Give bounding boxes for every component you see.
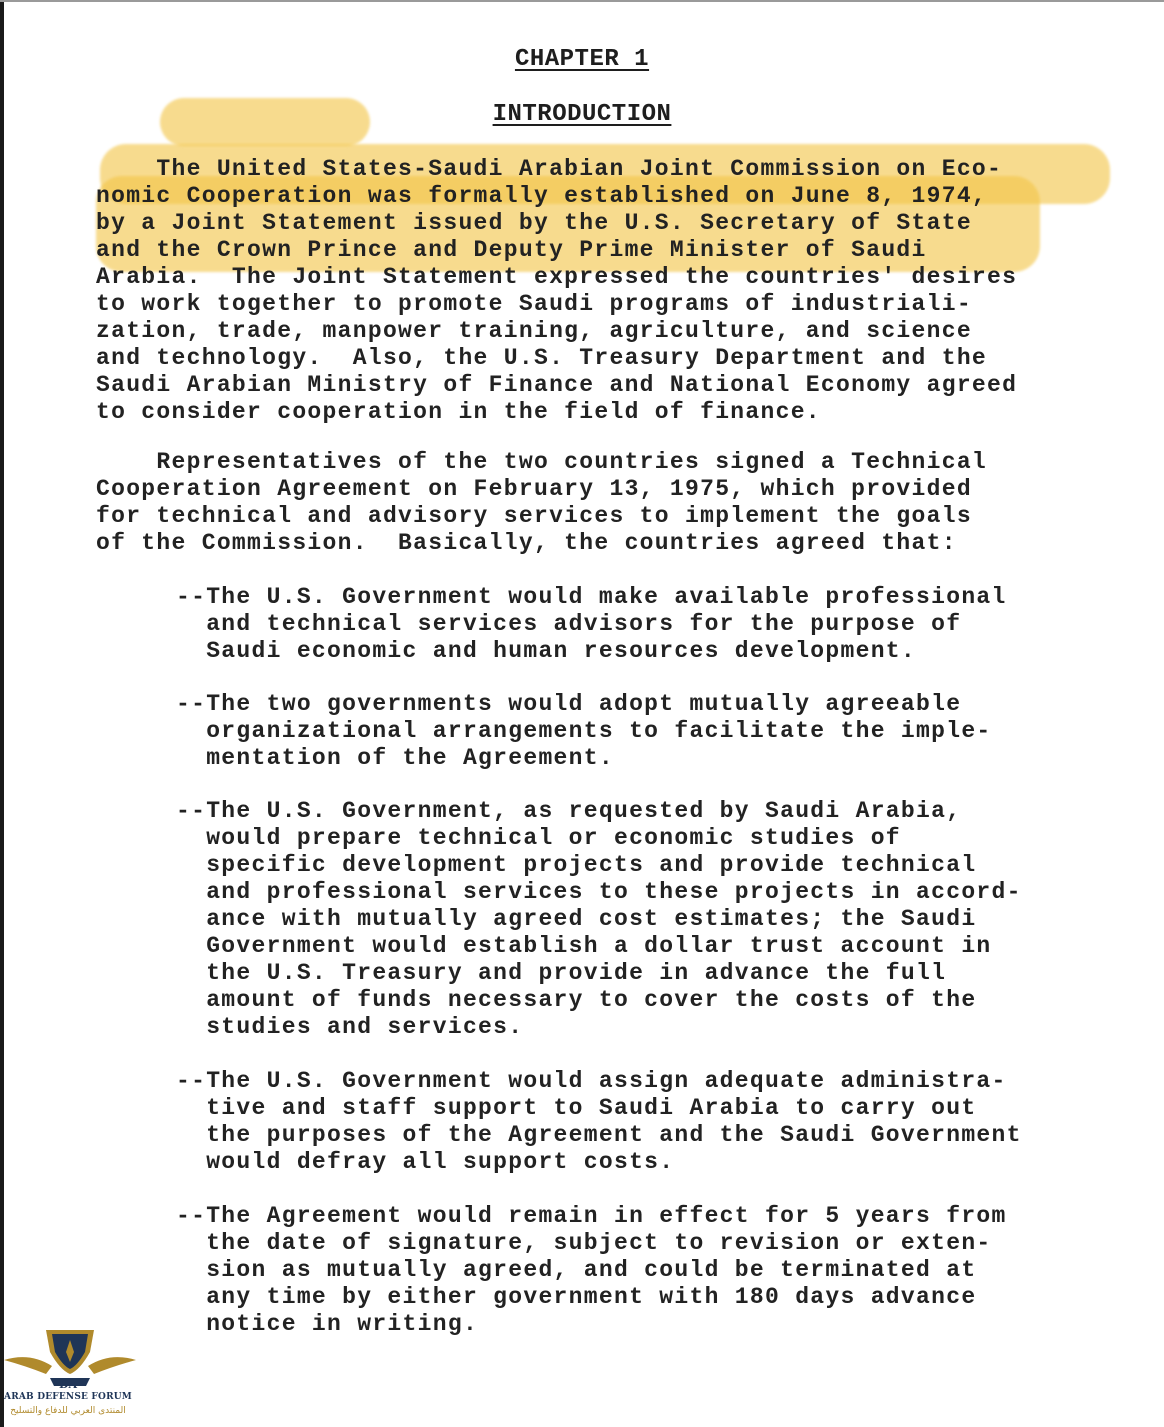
list-item: --The U.S. Government would assign adequate administra- tive and staff support to Saudi Arabia to carry out the purposes of the Agreement and the Saudi Government would defray all support costs.: [176, 1068, 1022, 1175]
section-title: INTRODUCTION: [492, 101, 672, 128]
paragraph: The United States-Saudi Arabian Joint Commission on Eco- nomic Cooperation was formally established on June 8, 1974, by a Joint Statement issued by the U.S. Secretary of State and the Crown Prince and Deputy Prime Minister of Saudi Arabia. The Joint Statement expressed the countries' desires to work together to promote Saudi programs of industriali- zation, trade, manpower training, agriculture, and science and technology. Also, the U.S. Treasury Department and the Saudi Arabian Ministry of Finance and National Economy agreed to consider cooperation in the field of finance.: [96, 156, 1018, 425]
page-top-edge: [0, 0, 1164, 2]
chapter-heading: CHAPTER 1: [514, 46, 650, 73]
forum-watermark: [0, 1322, 140, 1427]
forum-arabic-name: المنتدى العربي للدفاع والتسليح: [10, 1406, 126, 1416]
paragraph: Representatives of the two countries signed a Technical Cooperation Agreement on February 13, 1975, which provided for technical and advisory services to implement the goals of the Commission. Basically, the countries agreed that:: [96, 449, 988, 556]
list-item: --The U.S. Government, as requested by Saudi Arabia, would prepare technical or economic studies of specific development projects and provide technical and professional services to these projects in accord- ance with mutually agreed cost estimates; the Saudi Government would establish a dollar trust account in the U.S. Treasury and provide in advance the full amount of funds necessary to cover the costs of the studies and services.: [176, 798, 1022, 1040]
list-item: --The two governments would adopt mutually agreeable organizational arrangements to facilitate the imple- mentation of the Agreement.: [176, 691, 992, 771]
list-item: --The U.S. Government would make available professional and technical services advisors for the purpose of Saudi economic and human resources development.: [176, 584, 1007, 664]
forum-name: ARAB DEFENSE FORUM: [4, 1392, 132, 1402]
logo-letters: DA: [58, 1378, 78, 1391]
list-item: --The Agreement would remain in effect for 5 years from the date of signature, subject to revision or exten- sion as mutually agreed, and could be terminated at any time by either government with 180 days advance notice in writing.: [176, 1203, 1007, 1337]
page-left-edge: [0, 0, 4, 1427]
